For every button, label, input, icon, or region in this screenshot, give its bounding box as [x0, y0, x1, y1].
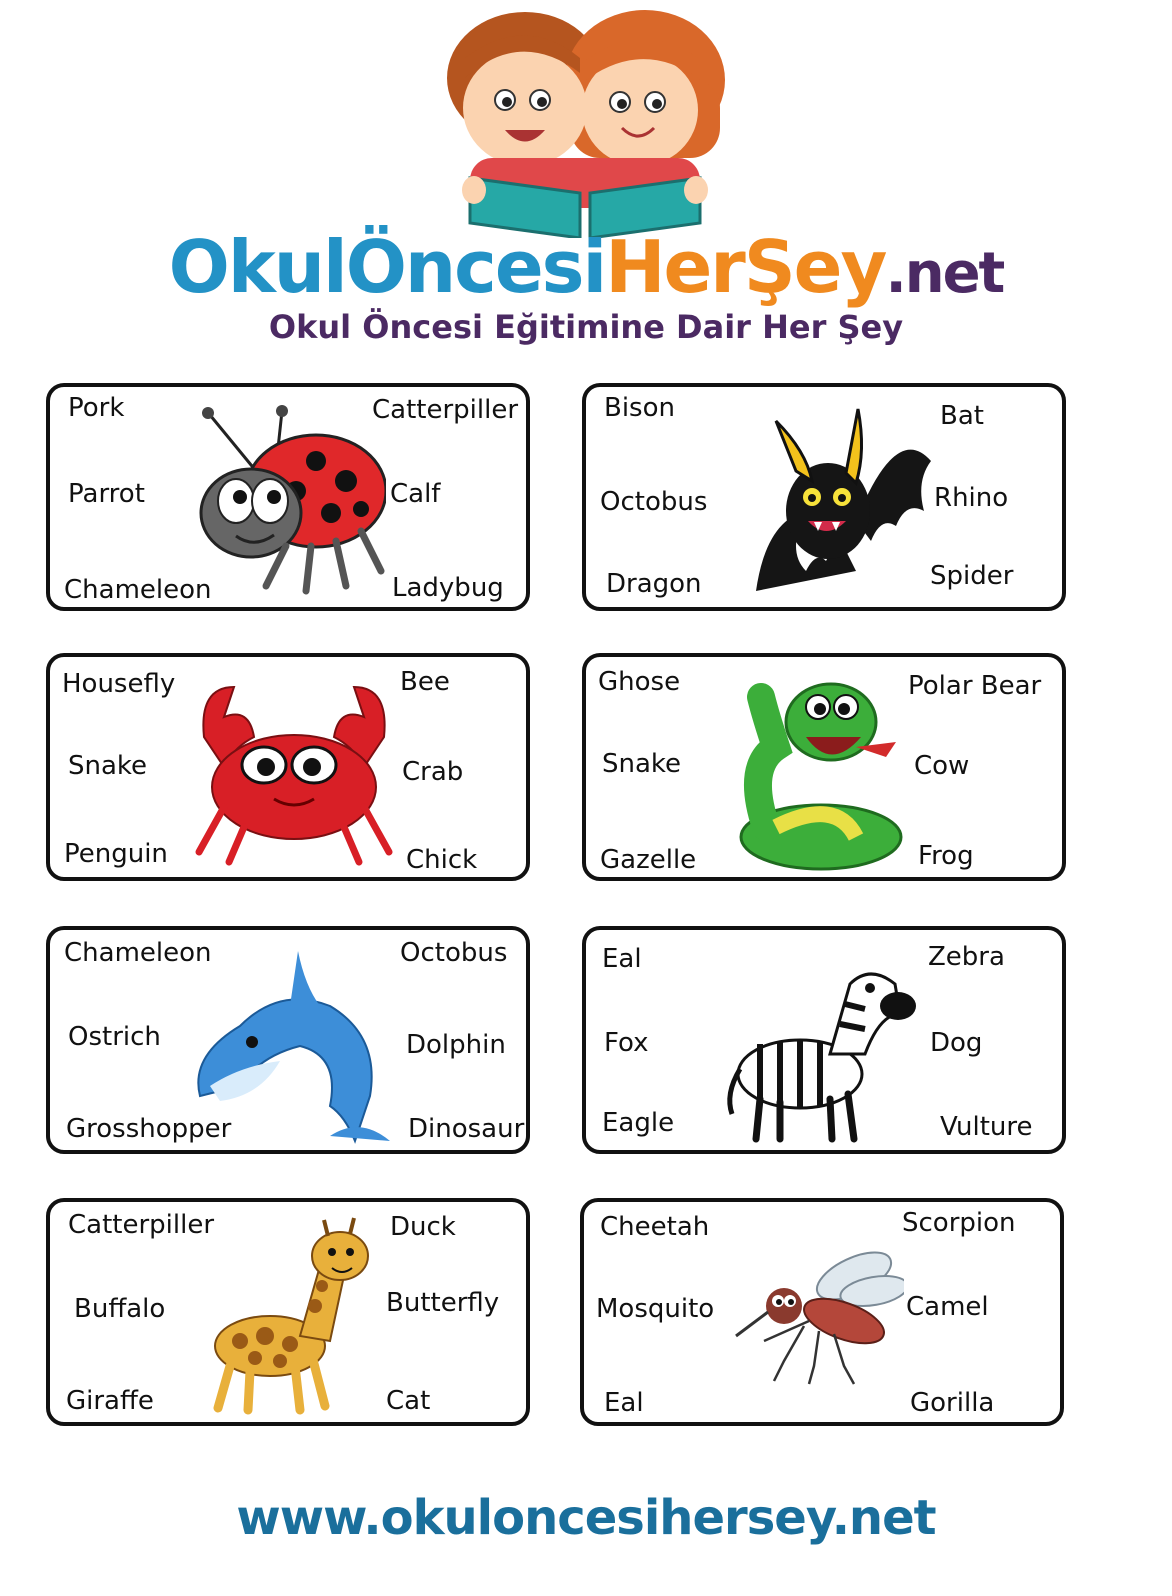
word-option[interactable]: Parrot	[68, 479, 145, 509]
word-option[interactable]: Chameleon	[64, 938, 212, 968]
word-option[interactable]: Polar Bear	[908, 671, 1042, 701]
word-option[interactable]: Butterfly	[386, 1288, 500, 1318]
word-option[interactable]: Duck	[390, 1212, 456, 1242]
dolphin-icon	[180, 946, 410, 1146]
snake-icon	[736, 677, 906, 872]
word-option[interactable]: Mosquito	[596, 1294, 715, 1324]
word-option[interactable]: Octobus	[400, 938, 508, 968]
logo-part-hersey: HerŞey	[605, 225, 886, 309]
word-option[interactable]: Gazelle	[600, 845, 697, 875]
word-option[interactable]: Dinosaur	[408, 1114, 525, 1144]
zebra-icon	[720, 944, 920, 1144]
word-option[interactable]: Pork	[68, 393, 125, 423]
word-option[interactable]: Crab	[402, 757, 464, 787]
word-option[interactable]: Eal	[604, 1388, 644, 1418]
logo-tagline: Okul Öncesi Eğitimine Dair Her Şey	[268, 308, 904, 346]
word-option[interactable]: Chick	[406, 845, 478, 875]
word-option[interactable]: Giraffe	[66, 1386, 154, 1416]
word-option[interactable]: Camel	[906, 1292, 989, 1322]
card-snake	[582, 653, 1066, 881]
word-option[interactable]: Octobus	[600, 487, 708, 517]
card-mosquito	[580, 1198, 1064, 1426]
word-option[interactable]: Cat	[386, 1386, 431, 1416]
word-option[interactable]: Snake	[68, 751, 148, 781]
word-option[interactable]: Cheetah	[600, 1212, 710, 1242]
word-option[interactable]: Catterpiller	[372, 395, 519, 425]
word-option[interactable]: Zebra	[928, 942, 1005, 972]
word-option[interactable]: Ghose	[598, 667, 681, 697]
word-option[interactable]: Grosshopper	[66, 1114, 232, 1144]
word-option[interactable]: Frog	[918, 841, 974, 871]
word-option[interactable]: Bee	[400, 667, 450, 697]
logo-kids-reading-illustration	[430, 8, 740, 238]
word-option[interactable]: Scorpion	[902, 1208, 1016, 1238]
card-bat	[582, 383, 1066, 611]
word-option[interactable]: Gorilla	[910, 1388, 995, 1418]
word-option[interactable]: Eagle	[602, 1108, 675, 1138]
word-option[interactable]: Calf	[390, 479, 441, 509]
logo-part-net: .net	[885, 241, 1004, 306]
word-option[interactable]: Ostrich	[68, 1022, 161, 1052]
word-option[interactable]: Catterpiller	[68, 1210, 215, 1240]
word-option[interactable]: Dog	[930, 1028, 983, 1058]
ladybug-icon	[196, 401, 386, 601]
word-option[interactable]: Dolphin	[406, 1030, 506, 1060]
word-option[interactable]: Bat	[940, 401, 984, 431]
card-zebra	[582, 926, 1066, 1154]
word-option[interactable]: Penguin	[64, 839, 168, 869]
word-option[interactable]: Ladybug	[392, 573, 504, 603]
bat-icon	[746, 401, 936, 601]
word-option[interactable]: Rhino	[934, 483, 1009, 513]
site-logo[interactable]	[0, 222, 1172, 319]
crab-icon	[194, 677, 394, 867]
word-option[interactable]: Fox	[604, 1028, 649, 1058]
logo-part-okuloncesi: OkulÖncesi	[168, 225, 606, 309]
card-giraffe	[46, 1198, 530, 1426]
card-crab	[46, 653, 530, 881]
word-option[interactable]: Chameleon	[64, 575, 212, 605]
word-option[interactable]: Housefly	[62, 669, 176, 699]
word-option[interactable]: Cow	[914, 751, 970, 781]
word-option[interactable]: Eal	[602, 944, 642, 974]
card-ladybug	[46, 383, 530, 611]
word-option[interactable]: Spider	[930, 561, 1014, 591]
card-dolphin	[46, 926, 530, 1154]
giraffe-icon	[200, 1216, 380, 1416]
word-option[interactable]: Bison	[604, 393, 675, 423]
footer-website-url[interactable]: www.okuloncesihersey.net	[236, 1490, 936, 1546]
word-option[interactable]: Vulture	[940, 1112, 1033, 1142]
word-option[interactable]: Snake	[602, 749, 682, 779]
mosquito-icon	[734, 1246, 904, 1386]
word-option[interactable]: Dragon	[606, 569, 702, 599]
word-option[interactable]: Buffalo	[74, 1294, 166, 1324]
